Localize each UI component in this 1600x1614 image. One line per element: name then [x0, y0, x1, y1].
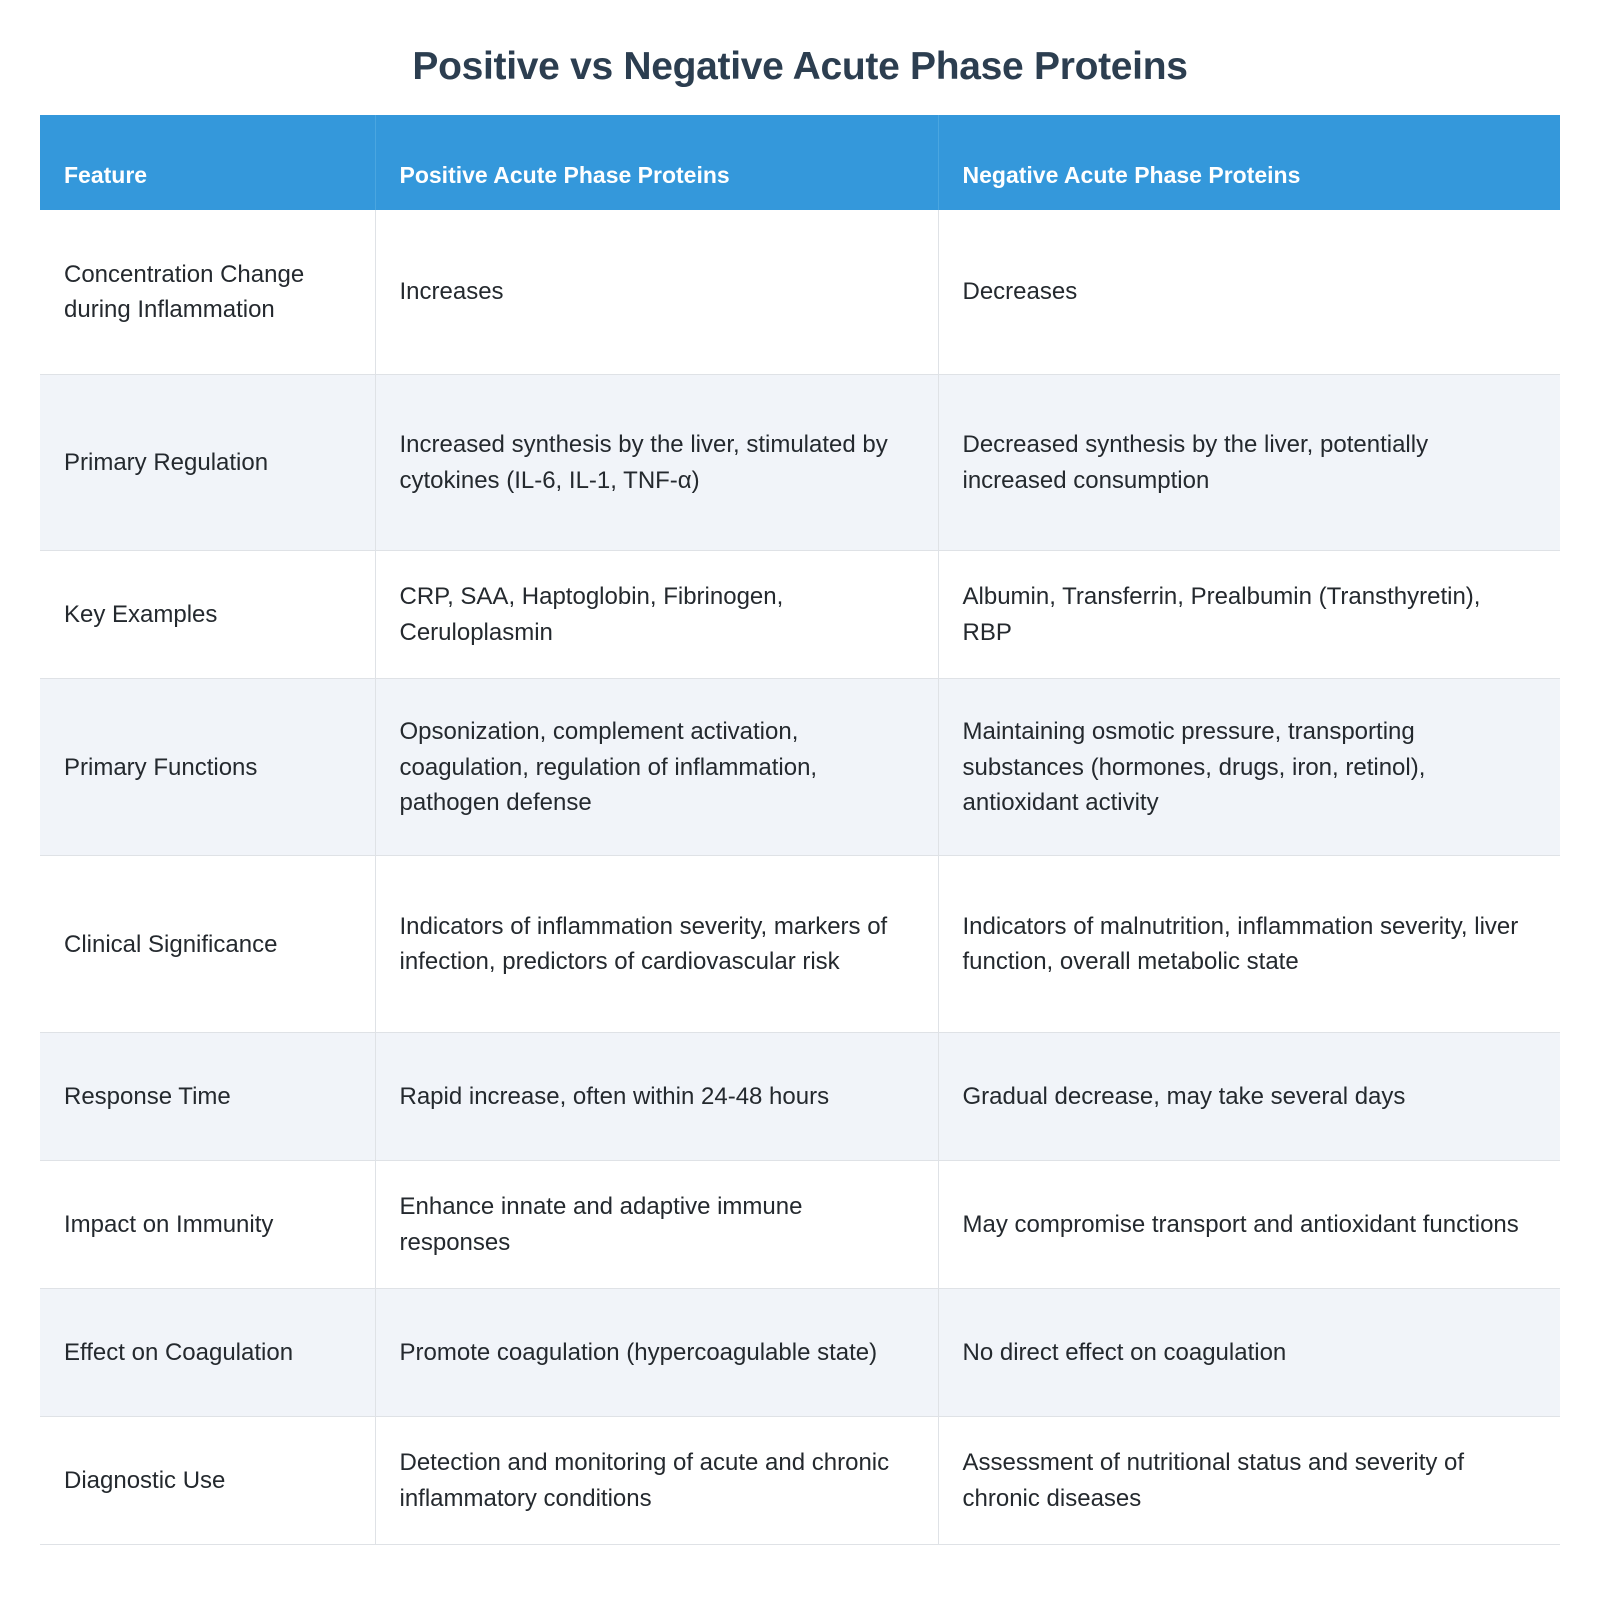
- table-row: [40, 1417, 1560, 1545]
- cell-positive: Increases: [375, 210, 938, 375]
- cell-negative: Maintaining osmotic pressure, transporting substances (hormones, drugs, iron, retinol), antioxidant activity: [938, 679, 1560, 856]
- table-row: [40, 1033, 1560, 1161]
- cell-feature: Key Examples: [40, 551, 375, 679]
- cell-positive: Rapid increase, often within 24-48 hours: [375, 1033, 938, 1161]
- comparison-table: [40, 115, 1560, 1546]
- table-row: [40, 375, 1560, 551]
- column-header-feature: Feature: [40, 115, 375, 210]
- cell-feature: Impact on Immunity: [40, 1161, 375, 1289]
- cell-positive: Enhance innate and adaptive immune responses: [375, 1161, 938, 1289]
- table-row: [40, 1289, 1560, 1417]
- table-row: [40, 1161, 1560, 1289]
- page-title: Positive vs Negative Acute Phase Proteins: [412, 45, 1188, 88]
- table-row: [40, 210, 1560, 375]
- comparison-table-container: [40, 91, 1560, 1546]
- cell-negative: Decreased synthesis by the liver, potentially increased consumption: [938, 375, 1560, 551]
- table-row: [40, 679, 1560, 856]
- cell-feature: Effect on Coagulation: [40, 1289, 375, 1417]
- cell-negative: May compromise transport and antioxidant functions: [938, 1161, 1560, 1289]
- cell-negative: Decreases: [938, 210, 1560, 375]
- table-header-row: [40, 115, 1560, 210]
- column-header-positive: Positive Acute Phase Proteins: [375, 115, 938, 210]
- cell-negative: Gradual decrease, may take several days: [938, 1033, 1560, 1161]
- cell-positive: CRP, SAA, Haptoglobin, Fibrinogen, Ceruloplasmin: [375, 551, 938, 679]
- cell-positive: Indicators of inflammation severity, markers of infection, predictors of cardiovascular risk: [375, 856, 938, 1033]
- cell-feature: Clinical Significance: [40, 856, 375, 1033]
- cell-negative: No direct effect on coagulation: [938, 1289, 1560, 1417]
- cell-positive: Promote coagulation (hypercoagulable state): [375, 1289, 938, 1417]
- cell-negative: Albumin, Transferrin, Prealbumin (Transthyretin), RBP: [938, 551, 1560, 679]
- column-header-negative: Negative Acute Phase Proteins: [938, 115, 1560, 210]
- cell-feature: Concentration Change during Inflammation: [40, 210, 375, 375]
- cell-feature: Diagnostic Use: [40, 1417, 375, 1545]
- cell-negative: Indicators of malnutrition, inflammation severity, liver function, overall metabolic state: [938, 856, 1560, 1033]
- table-body: [40, 210, 1560, 1545]
- cell-positive: Detection and monitoring of acute and chronic inflammatory conditions: [375, 1417, 938, 1545]
- table-row: [40, 856, 1560, 1033]
- cell-negative: Assessment of nutritional status and severity of chronic diseases: [938, 1417, 1560, 1545]
- cell-positive: Opsonization, complement activation, coagulation, regulation of inflammation, pathogen defense: [375, 679, 938, 856]
- table-row: [40, 551, 1560, 679]
- cell-feature: Response Time: [40, 1033, 375, 1161]
- cell-feature: Primary Functions: [40, 679, 375, 856]
- table-header: [40, 115, 1560, 210]
- cell-positive: Increased synthesis by the liver, stimulated by cytokines (IL-6, IL-1, TNF-α): [375, 375, 938, 551]
- cell-feature: Primary Regulation: [40, 375, 375, 551]
